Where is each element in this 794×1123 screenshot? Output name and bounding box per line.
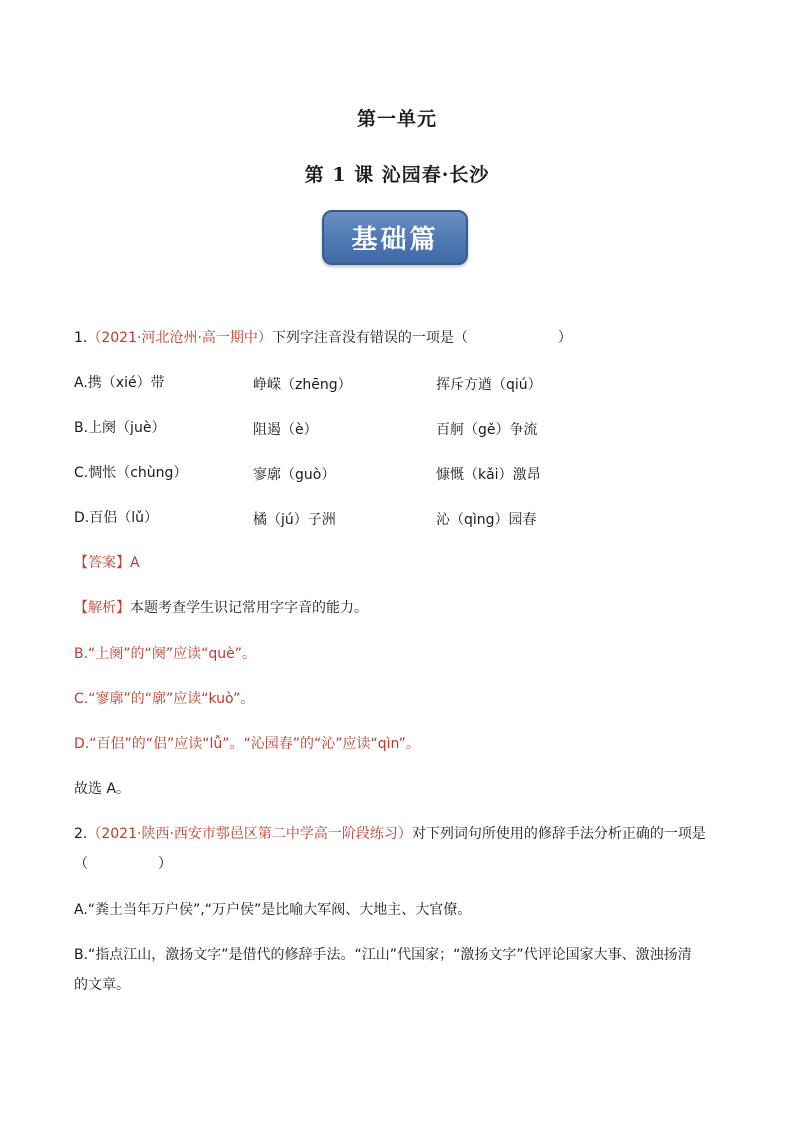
q2-option-b-line1: B.“指点江山，激扬文字”是借代的修辞手法。“江山”代国家；“激扬文字”代评论国家大事、激浊扬清 [74,947,692,963]
section-badge: 基础篇 [322,210,468,265]
analysis-line [74,599,368,617]
question-text: 对下列词句所使用的修辞手法分析正确的一项是 [411,826,706,842]
explanation-d: D.“百侣”的“侣”应读“lǚ”。“沁园春”的“沁”应读“qìn”。 [74,736,420,752]
question-number: 2. [74,826,88,842]
question-source: （2021·陕西·西安市鄠邑区第二中学高一阶段练习） [87,826,412,842]
unit-title: 第一单元 [356,108,437,130]
answer-tag: 【答案】 [74,555,130,571]
question-number: 1. [74,330,88,346]
question-text: 下列字注音没有错误的一项是（ [271,330,468,346]
lesson-title: 第 1 课 沁园春·长沙 [304,164,490,186]
question-source: （2021·河北沧州·高一期中） [87,330,272,346]
conclusion: 故选 A。 [74,781,131,797]
q2-option-b-line2: 的文章。 [74,977,130,993]
analysis-text: 本题考查学生识记常用字字音的能力。 [130,600,368,616]
answer-value: A [130,555,140,571]
explanation-b: B.“上阕”的“阕”应读“què”。 [74,646,256,662]
explanation-c: C.“寥廓”的“廓”应读“kuò”。 [74,691,255,707]
analysis-tag: 【解析】 [74,600,130,616]
question-2-stem [74,825,706,843]
answer-line [74,554,140,572]
question-1-stem: 1.（2021·河北沧州·高一期中）下列字注音没有错误的一项是（ ） [74,330,572,346]
q2-option-a: A.“粪土当年万户侯”,“万户侯”是比喻大军阀、大地主、大官僚。 [74,902,472,918]
question-2-paren: （ ） [74,856,172,872]
